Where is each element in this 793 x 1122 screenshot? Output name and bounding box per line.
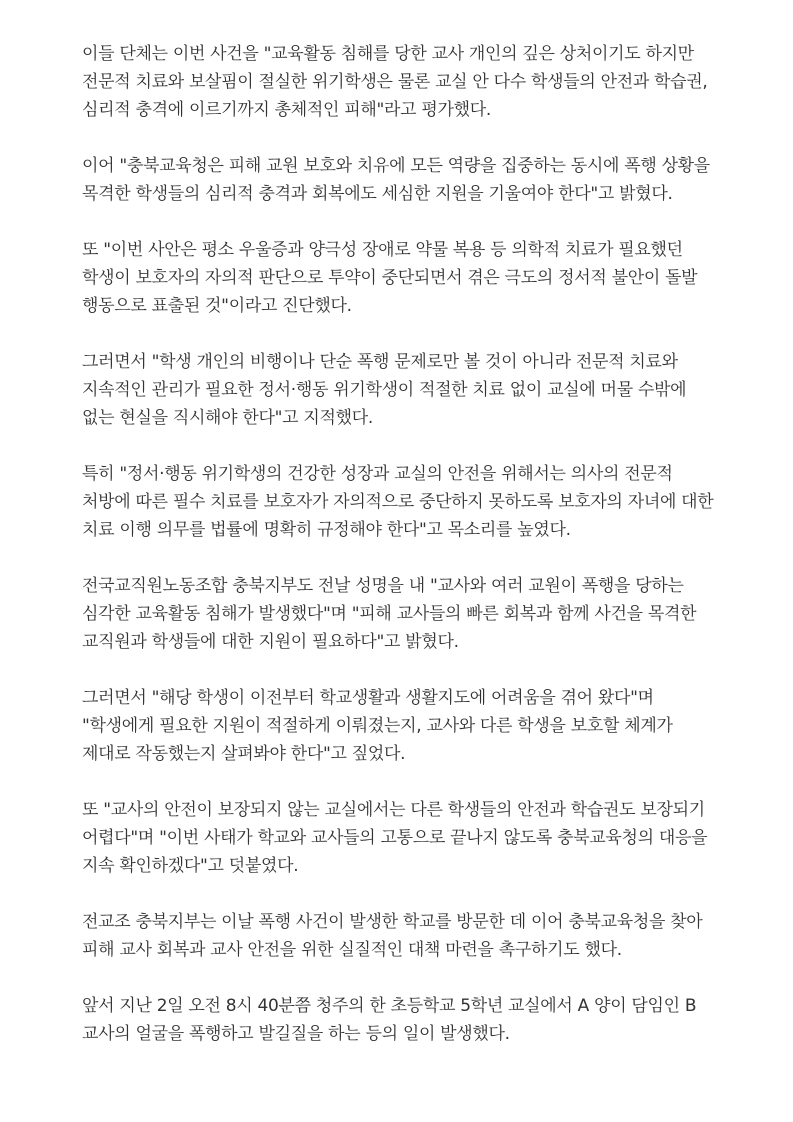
paragraph: 또 "교사의 안전이 보장되지 않는 교실에서는 다른 학생들의 안전과 학습권도 보장되기 어렵다"며 "이번 사태가 학교와 교사들의 고통으로 끝나지 않도록 충북교육청의 대응을 지속 확인하겠다"고 덧붙였다. [82, 800, 708, 876]
paragraph: 이어 "충북교육청은 피해 교원 보호와 치유에 모든 역량을 집중하는 동시에 폭행 상황을 목격한 학생들의 심리적 충격과 회복에도 세심한 지원을 기울여야 한다"고 밝혔다. [82, 156, 710, 204]
paragraph: 그러면서 "해당 학생이 이전부터 학교생활과 생활지도에 어려움을 겪어 왔다"며 "학생에게 필요한 지원이 적절하게 이뤄졌는지, 교사와 다른 학생을 보호할 체계가 제대로 작동했는지 살펴봐야 한다"고 짚었다. [82, 688, 673, 764]
paragraph: 특히 "정서·행동 위기학생의 건강한 성장과 교실의 안전을 위해서는 의사의 전문적 처방에 따른 필수 치료를 보호자가 자의적으로 중단하지 못하도록 보호자의 자녀에 대한 치료 이행 의무를 법률에 명확히 규정해야 한다"고 목소리를 높였다. [82, 464, 714, 540]
paragraph: 앞서 지난 2일 오전 8시 40분쯤 청주의 한 초등학교 5학년 교실에서 A 양이 담임인 B 교사의 얼굴을 폭행하고 발길질을 하는 등의 일이 발생했다. [82, 996, 697, 1044]
paragraph: 또 "이번 사안은 평소 우울증과 양극성 장애로 약물 복용 등 의학적 치료가 필요했던 학생이 보호자의 자의적 판단으로 투약이 중단되면서 겪은 극도의 정서적 불안이 돌발 행동으로 표출된 것"이라고 진단했다. [82, 240, 698, 316]
article-body [82, 40, 722, 1076]
paragraph: 그러면서 "학생 개인의 비행이나 단순 폭행 문제로만 볼 것이 아니라 전문적 치료와 지속적인 관리가 필요한 정서·행동 위기학생이 적절한 치료 없이 교실에 머물 수밖에 없는 현실을 직시해야 한다"고 지적했다. [82, 352, 687, 428]
paragraph: 전교조 충북지부는 이날 폭행 사건이 발생한 학교를 방문한 데 이어 충북교육청을 찾아 피해 교사 회복과 교사 안전을 위한 실질적인 대책 마련을 촉구하기도 했다. [82, 912, 703, 960]
paragraph: 전국교직원노동조합 충북지부도 전날 성명을 내 "교사와 여러 교원이 폭행을 당하는 심각한 교육활동 침해가 발생했다"며 "피해 교사들의 빠른 회복과 함께 사건을 목격한 교직원과 학생들에 대한 지원이 필요하다"고 밝혔다. [82, 576, 697, 652]
paragraph: 이들 단체는 이번 사건을 "교육활동 침해를 당한 교사 개인의 깊은 상처이기도 하지만 전문적 치료와 보살핌이 절실한 위기학생은 물론 교실 안 다수 학생들의 안전과 학습권, 심리적 충격에 이르기까지 총체적인 피해"라고 평가했다. [82, 44, 708, 120]
